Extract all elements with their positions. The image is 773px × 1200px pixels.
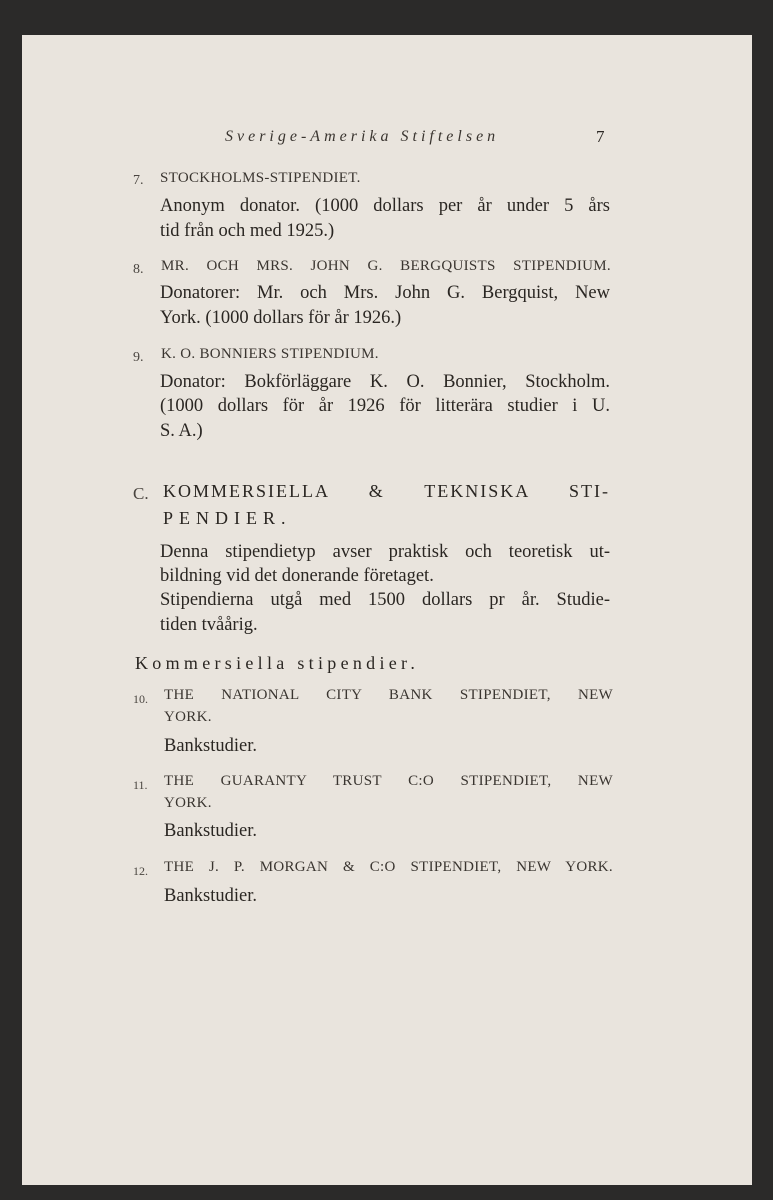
section-body-line: bildning vid det donerande företaget. xyxy=(160,566,434,586)
entry-title: YORK. xyxy=(164,795,212,811)
entry-title: STOCKHOLMS-STIPENDIET. xyxy=(160,170,361,186)
entry-number: 9. xyxy=(133,350,144,365)
entry-body-line: Donatorer: Mr. och Mrs. John G. Bergquist, New xyxy=(160,283,610,303)
entry-number: 11. xyxy=(133,778,148,792)
entry-title: THE GUARANTY TRUST C:O STIPENDIET, NEW xyxy=(164,773,613,789)
entry-body-line: (1000 dollars för år 1926 för litterära studier i U. xyxy=(160,396,610,416)
entry-body-line: Donator: Bokförläggare K. O. Bonnier, Stockholm. xyxy=(160,372,610,392)
section-title: KOMMERSIELLA & TEKNISKA STI- xyxy=(163,481,610,501)
entry-body-line: York. (1000 dollars för år 1926.) xyxy=(160,308,402,328)
entry-title: THE NATIONAL CITY BANK STIPENDIET, NEW xyxy=(164,687,613,703)
running-title: Sverige-Amerika Stiftelsen xyxy=(225,128,500,145)
entry-body-line: S. A.) xyxy=(160,421,203,441)
section-body-line: Denna stipendietyp avser praktisk och teoretisk ut- xyxy=(160,542,610,562)
section-body-line: tiden tvåårig. xyxy=(160,615,258,635)
entry-body: Bankstudier. xyxy=(164,736,258,756)
subsection-title: Kommersiella stipendier. xyxy=(135,653,420,673)
section-body-line: Stipendierna utgå med 1500 dollars pr år. Studie- xyxy=(160,590,610,610)
entry-title: K. O. BONNIERS STIPENDIUM. xyxy=(161,346,379,362)
entry-number: 10. xyxy=(133,692,148,706)
section-title: PENDIER. xyxy=(163,508,292,528)
entry-body: Bankstudier. xyxy=(164,886,258,906)
page-number: 7 xyxy=(596,127,605,146)
entry-body: Bankstudier. xyxy=(164,821,258,841)
section-letter: C. xyxy=(133,484,149,503)
entry-title: THE J. P. MORGAN & C:O STIPENDIET, NEW YORK. xyxy=(164,859,613,875)
entry-number: 12. xyxy=(133,864,148,878)
entry-number: 7. xyxy=(133,173,144,188)
entry-body-line: tid från och med 1925.) xyxy=(160,221,335,241)
entry-number: 8. xyxy=(133,262,144,277)
entry-body-line: Anonym donator. (1000 dollars per år under 5 års xyxy=(160,196,610,216)
entry-title: MR. OCH MRS. JOHN G. BERGQUISTS STIPENDIUM. xyxy=(161,258,611,274)
entry-title: YORK. xyxy=(164,709,212,725)
